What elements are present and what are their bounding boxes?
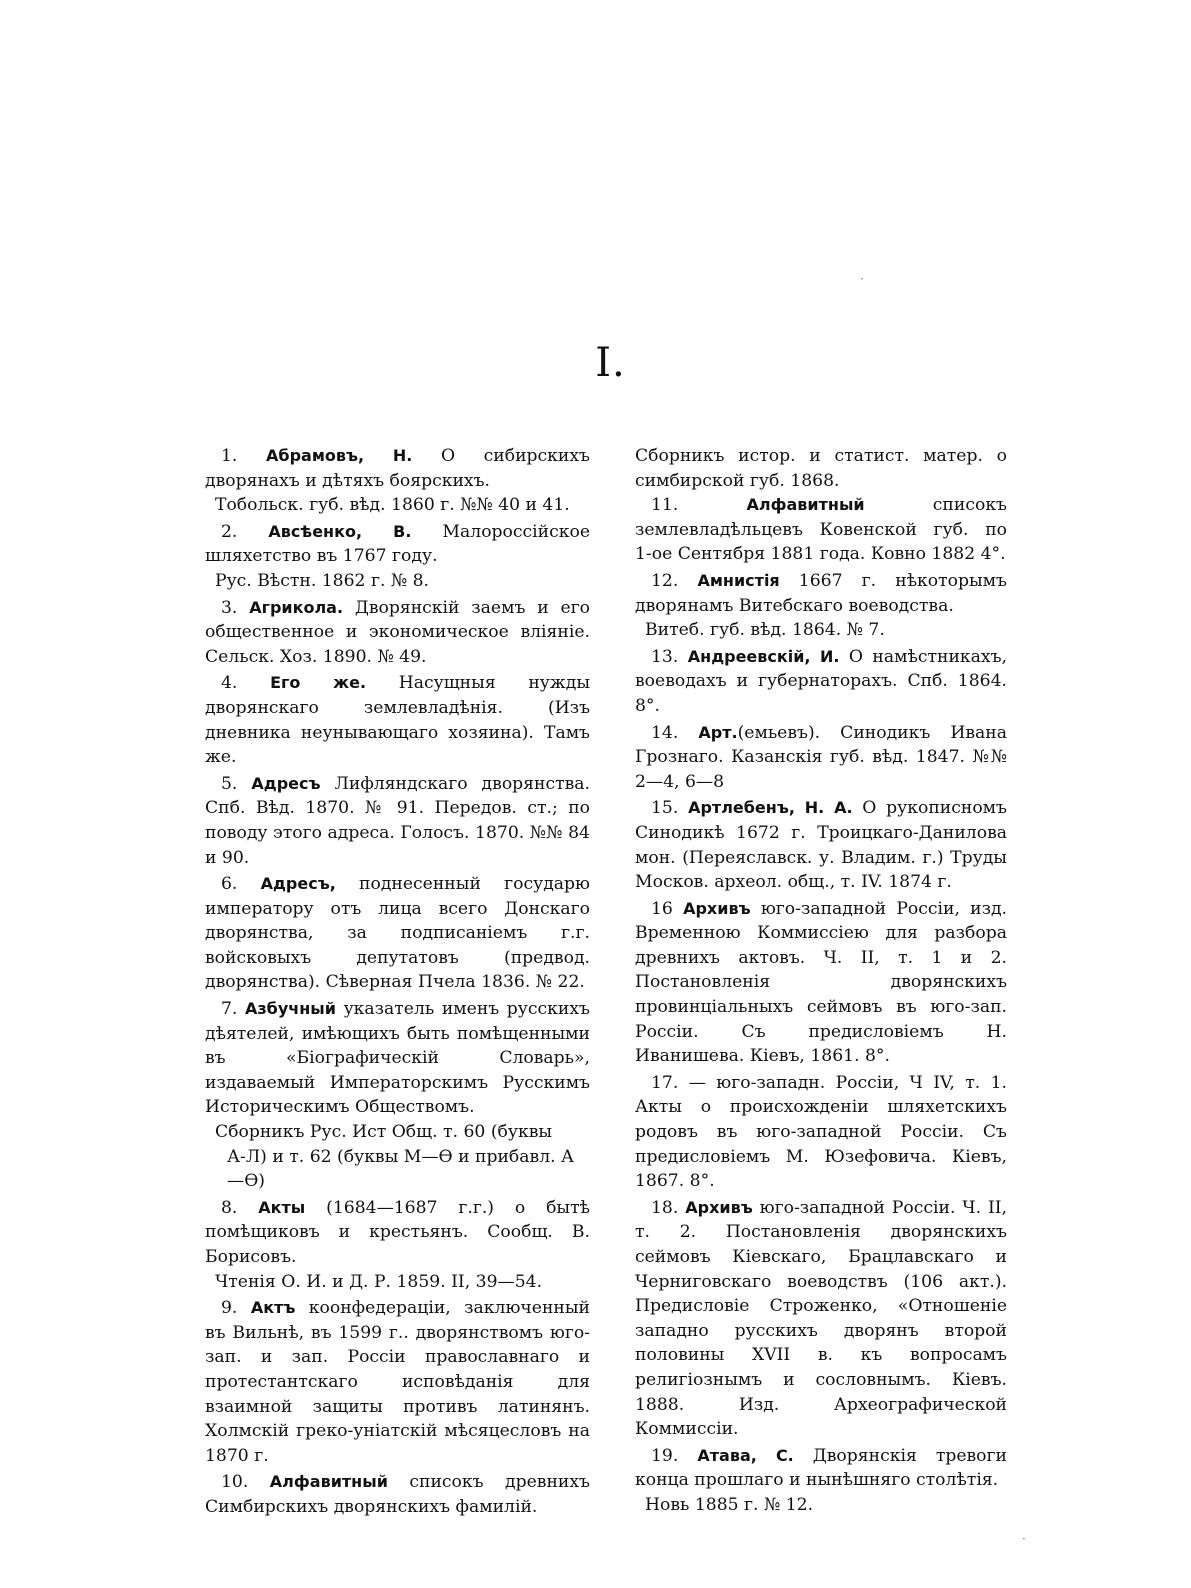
entry-heading: Архивъ: [685, 1197, 753, 1217]
bibliography-entry: [205, 1296, 590, 1470]
entry-source: Чтенія О. И. и Д. Р. 1859. II, 39—54.: [215, 1271, 543, 1292]
entry-text: [635, 645, 1007, 719]
entry-description: 1667 г. нѣкоторымъ дворянамъ Витебскаго воеводства.: [635, 570, 1007, 616]
entry-heading: Атава, С.: [697, 1445, 794, 1465]
right-column: [635, 444, 1007, 1520]
entry-text: [205, 520, 590, 569]
entry-description: О намѣстникахъ, воеводахъ и губернаторахъ. Спб. 1864. 8°.: [635, 646, 1007, 716]
entry-text: [635, 1196, 1007, 1442]
entry-heading: Алфавитный: [746, 495, 865, 515]
entry-heading: Архивъ: [683, 898, 751, 918]
entry-number: 18.: [651, 1197, 686, 1218]
entry-text: [635, 721, 1007, 795]
bibliography-entry: [635, 1071, 1007, 1196]
entry-description: О рукописномъ Синодикѣ 1672 г. Троицкаго‑Данилова мон. (Переяславск. у. Владим. г.) Труды Москов. археол. общ., т. IV. 1874 г.: [635, 798, 1007, 893]
entry-text: [205, 1296, 590, 1468]
entry-heading: Адресъ: [251, 773, 321, 793]
entry-text: [205, 1196, 590, 1270]
entry-source: Рус. Вѣстн. 1862 г. № 8.: [215, 570, 430, 591]
bibliography-entry: [635, 493, 1007, 569]
scan-speck: ·: [860, 272, 864, 286]
entry-number: 10.: [221, 1472, 270, 1493]
entry-text: [205, 872, 590, 995]
entry-text: [205, 596, 590, 670]
entry-heading: Андреевскій, И.: [687, 646, 840, 666]
entry-text: [205, 444, 590, 493]
entry-number: 7.: [221, 999, 245, 1020]
entry-text: [635, 1071, 1007, 1194]
entry-number: 13.: [651, 646, 688, 667]
entry-heading: Артлебенъ, Н. А.: [688, 798, 853, 818]
entry-number: 19.: [651, 1445, 698, 1466]
entry-heading: Алфавитный: [269, 1472, 388, 1492]
entry-number: 12.: [651, 570, 698, 591]
entry-number: 4.: [221, 673, 271, 694]
left-column: [205, 444, 590, 1522]
entry-heading: Его же.: [270, 673, 367, 693]
entry-number: 11.: [651, 495, 747, 516]
continued-source: Сборникъ истор. и статист. матер. о симбирской губ. 1868.: [635, 446, 1007, 491]
entry-heading: Авсѣенко, В.: [268, 521, 412, 541]
entry-number: 15.: [651, 798, 689, 819]
entry-description: коонфедераціи, заключенный въ Вильнѣ, въ 1599 г.. дворянствомъ юго-зап. и зап. Россіи православнаго и протестантскаго исповѣданія для взаимной защиты противъ латинянъ. Холмскій греко-уніатскій мѣсяцесловъ на 1870 г.: [205, 1298, 590, 1466]
entry-heading: Агрикола.: [249, 597, 344, 617]
entry-source: Витеб. губ. вѣд. 1864. № 7.: [645, 620, 885, 641]
entry-text: [205, 997, 590, 1120]
bibliography-entry: [205, 1470, 590, 1521]
entry-text: [205, 671, 590, 769]
entry-number: 17.: [651, 1072, 689, 1093]
entry-description: Малороссійское шляхетство въ 1767 году.: [205, 521, 590, 567]
entry-heading: Азбучный: [244, 999, 336, 1019]
entry-description: юго‑западной Россіи. Ч. II, т. 2. Постановленія дворянскихъ сеймовъ Кіевскаго, Брацлавскаго и Черниговскаго воеводствъ (106 акт.). Предисловіе Строженко, «Отношеніе западно русскихъ дворянъ второй половины XVII в. къ вопросамъ религіознымъ и сословнымъ. Кіевъ. 1888. Изд. Археографической Коммиссіи.: [635, 1197, 1007, 1440]
bibliography-entry: [205, 997, 590, 1196]
bibliography-entry: [635, 897, 1007, 1071]
entry-heading: Арт.: [698, 722, 738, 742]
entry-text: [635, 897, 1007, 1069]
entry-heading: Абрамовъ, Н.: [266, 446, 413, 465]
entry-number: 8.: [221, 1197, 259, 1218]
entry-number: 16: [651, 898, 684, 919]
entry-number: 14.: [651, 722, 699, 743]
entry-description: Лифляндскаго дворянства. Спб. Вѣд. 1870. № 91. Передов. ст.; по поводу этого адреса. Голосъ. 1870. №№ 84 и 90.: [205, 773, 590, 868]
entry-source: Новь 1885 г. № 12.: [645, 1494, 814, 1515]
entry-description: списокъ землевладѣльцевъ Ковенской губ. по 1‑ое Сентября 1881 года. Ковно 1882 4°.: [635, 495, 1007, 565]
entry-heading: Акты: [258, 1197, 306, 1217]
bibliography-entry: [635, 721, 1007, 797]
entry-heading: Актъ: [250, 1298, 296, 1318]
entry-description: (1684—1687 г.г.) о бытѣ помѣщиковъ и крестьянъ. Сообщ. В. Борисовъ.: [205, 1197, 590, 1267]
entry-number: 9.: [221, 1298, 251, 1319]
entry-description: поднесенный государю императору отъ лица всего Донскаго дворянства, за подписаніемъ г.г. войсковыхъ депутатовъ (предвод. дворянства). Сѣверная Пчела 1836. № 22.: [205, 874, 590, 993]
entry-text: [205, 1470, 590, 1519]
entry-description: — юго‑западн. Россіи, Ч IV, т. 1. Акты о происхожденіи шляхетскихъ родовъ въ юго‑западной Россіи. Съ предисловіемъ М. Юзефовича. Кіевъ, 1867. 8°.: [635, 1072, 1007, 1192]
entry-text: [635, 569, 1007, 618]
entry-heading: Амнистія: [697, 570, 780, 590]
bibliography-entry: [205, 520, 590, 596]
entry-description: Насущныя нужды дворянскаго землевладѣнія. (Изъ дневника неунывающаго хозяина). Тамъ же.: [205, 673, 590, 768]
entry-description: указатель именъ русскихъ дѣятелей, имѣющихъ быть помѣщенными въ «Біографическій Словарь», издаваемый Императорскимъ Русскимъ Историческимъ Обществомъ.: [205, 999, 590, 1118]
entry-number: 3.: [221, 597, 250, 618]
entry-description: Дворянскій заемъ и его общественное и экономическое вліяніе. Сельск. Хоз. 1890. № 49.: [205, 597, 590, 667]
entry-number: 5.: [221, 773, 252, 794]
entry-description: Дворянскія тревоги конца прошлаго и нынѣшняго столѣтія.: [635, 1445, 1007, 1491]
bibliography-entry: [205, 1196, 590, 1296]
entry-description: юго‑западной Россіи, изд. Временною Коммиссiею для разбора древнихъ актовъ. Ч. II, т. 1 и 2. Постановленія дворянскихъ провинціальныхъ сеймовъ въ юго‑зап. Россіи. Съ предисловіемъ Н. Иванишева. Кіевъ, 1861. 8°.: [635, 898, 1007, 1067]
bibliography-entry: [205, 872, 590, 997]
entry-text: [205, 772, 590, 870]
bibliography-entry: [635, 796, 1007, 896]
entry-number: 2.: [221, 521, 269, 542]
entry-number: 6.: [221, 874, 261, 895]
entry-description: О сибирскихъ дворянахъ и дѣтяхъ боярскихъ.: [205, 446, 590, 491]
entry-text: [635, 493, 1007, 567]
entry-text: [635, 1444, 1007, 1493]
entry-source: Сборникъ Рус. Ист Общ. т. 60 (буквы А‑Л) и т. 62 (буквы М—Ѳ и прибавл. А—Ѳ): [215, 1122, 575, 1192]
entry-source: Тобольск. губ. вѣд. 1860 г. №№ 40 и 41.: [215, 495, 570, 516]
entry-number: 1.: [221, 446, 267, 466]
bibliography-entry: [205, 444, 590, 520]
bibliography-entry: [205, 772, 590, 872]
entry-description: списокъ древнихъ Симбирскихъ дворянскихъ фамилій.: [205, 1472, 590, 1517]
scan-speck: ·: [1022, 1532, 1026, 1546]
bibliography-entry: [635, 1196, 1007, 1444]
bibliography-entry: [635, 1444, 1007, 1520]
bibliography-entry: [635, 645, 1007, 721]
entry-text: [635, 796, 1007, 894]
entry-description: (емьевъ). Синодикъ Ивана Грознаго. Казанскія губ. вѣд. 1847. №№ 2—4, 6—8: [635, 722, 1007, 792]
bibliography-entry: [635, 569, 1007, 645]
bibliography-entry: [205, 596, 590, 672]
bibliography-entry: [205, 671, 590, 771]
section-numeral: I.: [595, 340, 626, 386]
entry-heading: Адресъ,: [260, 874, 336, 894]
